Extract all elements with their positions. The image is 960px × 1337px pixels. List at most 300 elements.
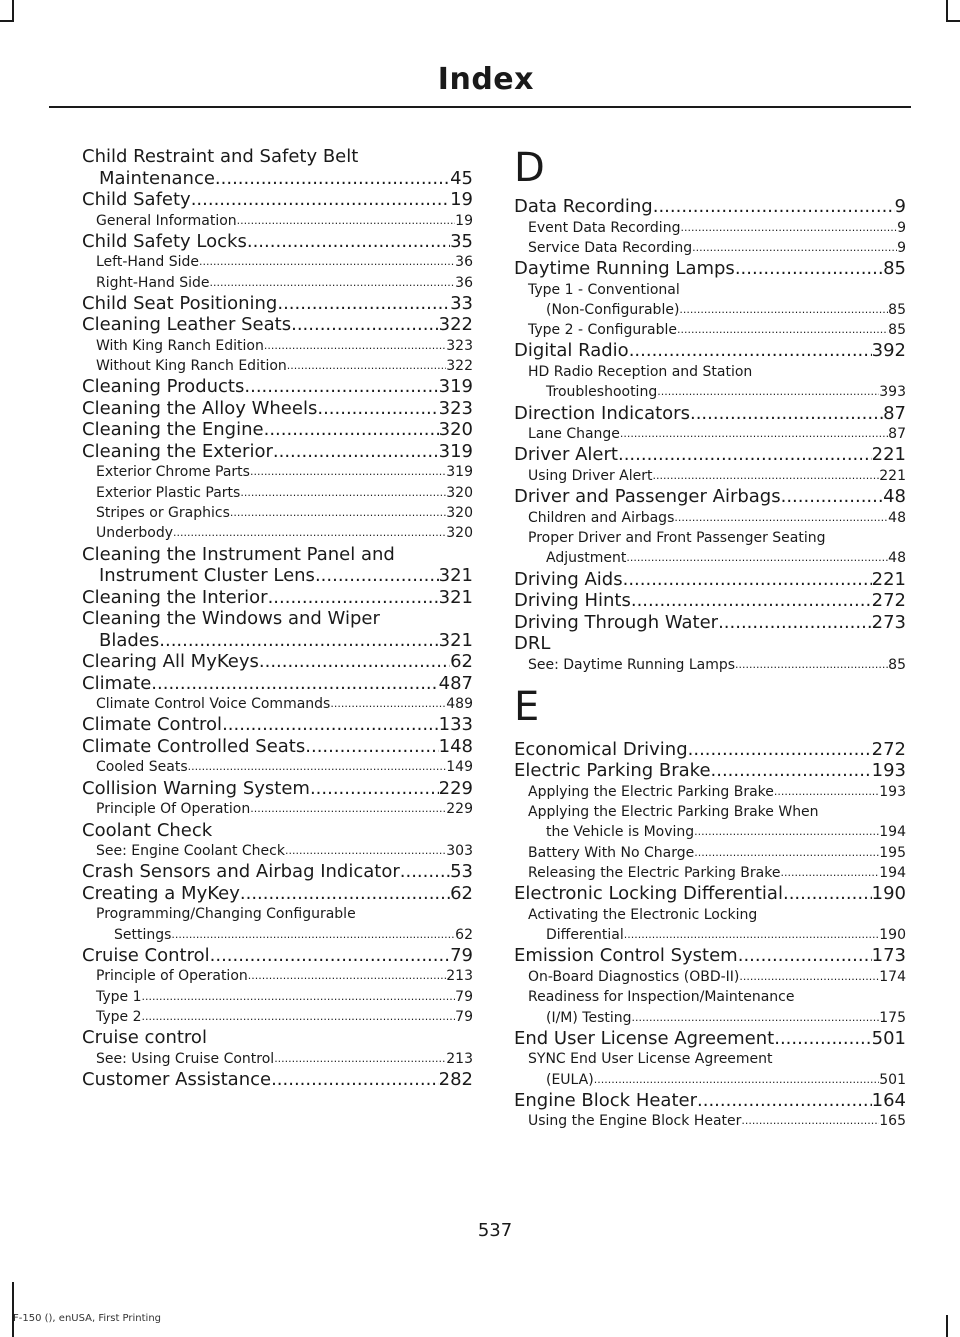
- index-entry-text: Type 1: [96, 988, 142, 1005]
- index-entry-text: Child Seat Positioning: [82, 292, 278, 314]
- index-page-ref: 213: [446, 968, 473, 985]
- index-page-ref: 194: [879, 824, 906, 841]
- index-page-ref: 36: [455, 254, 473, 271]
- index-page-ref: 85: [888, 322, 906, 339]
- index-subentry: [514, 1008, 906, 1028]
- index-page-ref: 87: [883, 402, 906, 424]
- index-entry-text: Releasing the Electric Parking Brake: [528, 865, 781, 882]
- index-entry: [82, 231, 473, 253]
- index-page-ref: 190: [871, 883, 906, 905]
- index-page-ref: 323: [438, 397, 473, 419]
- index-entry-text: Child Restraint and Safety Belt: [82, 146, 359, 167]
- dot-leader: [618, 444, 872, 466]
- index-entry: [82, 651, 473, 673]
- index-entry: [514, 760, 906, 782]
- index-entry-text: Proper Driver and Front Passenger Seating: [528, 529, 826, 546]
- index-entry-text: See: Engine Coolant Check: [96, 843, 285, 860]
- index-page-ref: 229: [438, 777, 473, 799]
- dot-leader: [291, 314, 439, 336]
- index-subentry: [514, 1070, 906, 1090]
- index-entry-text: Emission Control System: [514, 945, 738, 967]
- dot-leader: [142, 1007, 456, 1027]
- index-entry-text: Cleaning the Windows and Wiper: [82, 608, 380, 630]
- index-page-ref: 19: [455, 212, 473, 229]
- dot-leader: [244, 376, 438, 398]
- index-entry: [82, 673, 473, 695]
- index-page-ref: 87: [888, 426, 906, 443]
- index-entry-text: Battery With No Charge: [528, 844, 695, 861]
- index-page-ref: 320: [446, 484, 473, 501]
- index-entry-text: Programming/Changing Configurable: [96, 906, 356, 923]
- index-page-ref: 221: [871, 444, 906, 466]
- index-entry: [514, 196, 906, 218]
- index-page-ref: 195: [879, 844, 906, 861]
- index-entry-text: HD Radio Reception and Station: [528, 363, 753, 380]
- index-entry-text: Using the Engine Block Heater: [528, 1113, 742, 1130]
- index-subentry: [514, 782, 906, 802]
- index-page-ref: 164: [871, 1089, 906, 1111]
- index-entry-text: Stripes or Graphics: [96, 505, 230, 522]
- dot-leader: [264, 336, 446, 356]
- index-subentry: [82, 925, 473, 945]
- index-subentry: [82, 987, 473, 1007]
- index-entry-text: Type 2: [96, 1009, 142, 1026]
- index-subentry: [82, 966, 473, 986]
- index-entry: [514, 403, 906, 425]
- index-entry-text: Cooled Seats: [96, 759, 188, 776]
- index-entry: [514, 1028, 906, 1050]
- index-entry: [82, 587, 473, 609]
- index-page-ref: 48: [883, 486, 906, 508]
- dot-leader: [305, 736, 438, 758]
- index-entry-text: Creating a MyKey: [82, 882, 240, 904]
- index-page-ref: 35: [450, 230, 473, 252]
- index-subentry: [514, 382, 906, 402]
- index-entry-text: Child Safety: [82, 189, 191, 210]
- index-subentry: [514, 822, 906, 842]
- dot-leader: [781, 486, 883, 508]
- index-page-ref: 9: [897, 239, 906, 256]
- index-entry-text: Cleaning the Exterior: [82, 440, 273, 462]
- dot-leader: [210, 273, 456, 293]
- index-subentry: [514, 424, 906, 444]
- index-entry: [514, 340, 906, 362]
- index-page-ref: 148: [438, 735, 473, 757]
- index-entry: [82, 189, 473, 211]
- index-subentry: [82, 211, 473, 231]
- index-entry-text: Applying the Electric Parking Brake When: [528, 804, 819, 821]
- index-entry: [514, 569, 906, 591]
- index-entry-text: Driver Alert: [514, 444, 618, 466]
- index-page-ref: 321: [438, 565, 473, 587]
- index-subentry: [82, 1049, 473, 1069]
- index-subentry: [514, 987, 906, 1007]
- index-entry-text: Lane Change: [528, 426, 620, 443]
- index-page-ref: 53: [450, 861, 473, 883]
- index-page-ref: 19: [450, 189, 473, 210]
- index-entry: [82, 630, 473, 652]
- dot-leader: [285, 841, 446, 861]
- index-entry: [514, 1090, 906, 1112]
- index-subentry: [82, 356, 473, 376]
- index-page-ref: 323: [446, 337, 473, 354]
- crop-mark: [12, 1282, 14, 1337]
- index-entry: [82, 778, 473, 800]
- crop-mark: [946, 1315, 948, 1337]
- index-entry: [82, 945, 473, 967]
- index-entry-text: With King Ranch Edition: [96, 337, 264, 354]
- dot-leader: [310, 778, 439, 800]
- dot-leader: [629, 340, 872, 362]
- index-page-ref: 321: [438, 586, 473, 608]
- index-entry-text: (I/M) Testing: [546, 1009, 632, 1026]
- index-subentry: [514, 280, 906, 300]
- index-entry-text: Exterior Plastic Parts: [96, 484, 241, 501]
- index-entry: [514, 612, 906, 634]
- index-page-ref: 320: [446, 525, 473, 542]
- dot-leader: [400, 861, 450, 883]
- index-entry-text: Cruise Control: [82, 944, 210, 966]
- index-entry-text: Principle of Operation: [96, 968, 248, 985]
- dot-leader: [690, 403, 883, 425]
- index-entry-text: See: Using Cruise Control: [96, 1050, 275, 1067]
- crop-mark: [946, 20, 960, 22]
- header-rule: [49, 106, 911, 108]
- index-page-ref: 319: [438, 376, 473, 398]
- index-entry-text: Driving Through Water: [514, 611, 719, 633]
- index-page-ref: 221: [871, 568, 906, 590]
- index-entry: [514, 590, 906, 612]
- index-entry-text: Climate Controlled Seats: [82, 735, 306, 757]
- dot-leader: [674, 508, 888, 528]
- index-entry-text: (EULA): [546, 1071, 594, 1088]
- dot-leader: [210, 945, 450, 967]
- index-page-ref: 319: [446, 464, 473, 481]
- index-entry: [514, 633, 906, 655]
- index-page-ref: 501: [879, 1071, 906, 1088]
- index-entry: [82, 736, 473, 758]
- index-page-ref: 501: [871, 1027, 906, 1049]
- index-entry-text: On-Board Diagnostics (OBD-II): [528, 968, 740, 985]
- dot-leader: [247, 231, 450, 253]
- dot-leader: [688, 739, 872, 761]
- dot-leader: [222, 714, 439, 736]
- dot-leader: [142, 987, 456, 1007]
- index-entry-text: Differential: [546, 927, 624, 944]
- index-entry-text: Driver and Passenger Airbags: [514, 486, 781, 508]
- index-entry: [82, 376, 473, 398]
- index-page-ref: 303: [446, 843, 473, 860]
- index-entry: [82, 441, 473, 463]
- index-entry-text: Cruise control: [82, 1027, 207, 1049]
- index-page-ref: 173: [871, 945, 906, 967]
- dot-leader: [677, 320, 888, 340]
- index-entry-text: Right-Hand Side: [96, 274, 210, 291]
- index-page-ref: 272: [871, 738, 906, 760]
- index-entry-text: Customer Assistance: [82, 1069, 272, 1091]
- index-entry: [82, 608, 473, 630]
- index-entry-text: Blades: [99, 629, 160, 651]
- index-page-ref: 45: [450, 167, 473, 189]
- index-section-letter: E: [514, 683, 540, 730]
- index-page-ref: 322: [438, 314, 473, 336]
- dot-leader: [215, 168, 450, 190]
- index-subentry: [82, 503, 473, 523]
- index-entry-text: SYNC End User License Agreement: [528, 1051, 773, 1068]
- index-page-ref: 62: [450, 882, 473, 904]
- dot-leader: [620, 424, 888, 444]
- dot-leader: [735, 655, 888, 675]
- dot-leader: [173, 523, 446, 543]
- index-subentry: [82, 757, 473, 777]
- index-subentry: [514, 320, 906, 340]
- dot-leader: [632, 1008, 880, 1028]
- dot-leader: [250, 462, 446, 482]
- dot-leader: [626, 548, 888, 568]
- index-subentry: [514, 300, 906, 320]
- index-page-ref: 79: [455, 988, 473, 1005]
- index-entry: [82, 1069, 473, 1091]
- index-entry-text: Crash Sensors and Airbag Indicator: [82, 861, 400, 883]
- dot-leader: [315, 565, 439, 587]
- index-page-ref: 33: [450, 292, 473, 314]
- dot-leader: [774, 782, 879, 802]
- index-entry-text: Cleaning the Engine: [82, 419, 264, 441]
- dot-leader: [697, 1090, 872, 1112]
- index-entry: [82, 1027, 473, 1049]
- index-page-ref: 149: [446, 759, 473, 776]
- dot-leader: [264, 419, 439, 441]
- index-entry-text: Children and Airbags: [528, 509, 675, 526]
- index-page-ref: 62: [455, 926, 473, 943]
- index-entry-text: Clearing All MyKeys: [82, 651, 259, 673]
- dot-leader: [711, 760, 872, 782]
- index-page-ref: 272: [871, 590, 906, 612]
- index-entry-text: Collision Warning System: [82, 777, 310, 799]
- index-page-ref: 319: [438, 440, 473, 462]
- index-page-ref: 79: [450, 944, 473, 966]
- index-entry: [82, 714, 473, 736]
- index-subentry: [514, 843, 906, 863]
- dot-leader: [287, 356, 446, 376]
- index-subentry: [514, 905, 906, 925]
- dot-leader: [780, 863, 879, 883]
- index-page-ref: 175: [879, 1009, 906, 1026]
- index-page-ref: 282: [438, 1069, 473, 1091]
- index-entry-text: Climate Control: [82, 714, 223, 736]
- index-entry-text: Coolant Check: [82, 819, 213, 841]
- index-entry-text: Activating the Electronic Locking: [528, 906, 758, 923]
- index-page-ref: 190: [879, 927, 906, 944]
- index-entry-text: Type 2 - Configurable: [528, 322, 677, 339]
- index-subentry: [82, 252, 473, 272]
- dot-leader: [631, 590, 872, 612]
- index-entry-text: Instrument Cluster Lens: [99, 565, 315, 587]
- index-page-ref: 193: [871, 760, 906, 782]
- index-page-ref: 48: [888, 550, 906, 567]
- index-entry-text: Troubleshooting: [546, 384, 658, 401]
- index-page-ref: 194: [879, 865, 906, 882]
- index-subentry: [514, 466, 906, 486]
- dot-leader: [694, 843, 879, 863]
- index-section-letter: D: [514, 145, 545, 191]
- index-entry: [514, 486, 906, 508]
- index-page-ref: 393: [879, 384, 906, 401]
- index-page-ref: 489: [446, 696, 473, 713]
- dot-leader: [741, 1111, 879, 1131]
- index-page-ref: 85: [888, 656, 906, 673]
- index-entry-text: Driving Hints: [514, 590, 631, 612]
- index-entry-text: Driving Aids: [514, 568, 623, 590]
- dot-leader: [739, 967, 879, 987]
- dot-leader: [680, 218, 897, 238]
- dot-leader: [735, 258, 883, 280]
- index-subentry: [82, 523, 473, 543]
- index-subentry: [514, 362, 906, 382]
- dot-leader: [188, 757, 447, 777]
- dot-leader: [594, 1070, 880, 1090]
- index-entry-text: Settings: [114, 926, 172, 943]
- index-subentry: [514, 1111, 906, 1131]
- index-entry-text: Using Driver Alert: [528, 467, 653, 484]
- index-subentry: [82, 694, 473, 714]
- dot-leader: [694, 822, 879, 842]
- dot-leader: [191, 189, 450, 211]
- index-subentry: [514, 967, 906, 987]
- dot-leader: [679, 300, 888, 320]
- dot-leader: [273, 441, 439, 463]
- footer-text: F-150 (), enUSA, First Printing: [13, 1313, 162, 1324]
- dot-leader: [718, 612, 872, 634]
- index-column-right: [514, 146, 906, 1132]
- index-entry-text: Daytime Running Lamps: [514, 258, 735, 280]
- index-entry: [82, 146, 473, 168]
- index-page-ref: 273: [871, 611, 906, 633]
- dot-leader: [271, 1069, 439, 1091]
- index-page-ref: 9: [894, 196, 906, 217]
- index-entry-text: Data Recording: [514, 196, 653, 217]
- dot-leader: [692, 238, 897, 258]
- index-entry-text: Direction Indicators: [514, 402, 690, 424]
- index-entry-text: DRL: [514, 633, 551, 655]
- dot-leader: [248, 966, 447, 986]
- index-entry-text: Electric Parking Brake: [514, 760, 711, 782]
- index-subentry: [514, 528, 906, 548]
- index-page-ref: 321: [438, 629, 473, 651]
- index-entry: [82, 398, 473, 420]
- index-entry-text: Principle Of Operation: [96, 801, 251, 818]
- index-subentry: [82, 841, 473, 861]
- index-entry-text: Cleaning the Alloy Wheels: [82, 397, 318, 419]
- dot-leader: [151, 673, 438, 695]
- page-title: Index: [437, 62, 534, 97]
- index-page-ref: 48: [888, 509, 906, 526]
- index-page-ref: 9: [897, 219, 906, 236]
- index-subentry: [82, 483, 473, 503]
- index-page-ref: 133: [438, 714, 473, 736]
- index-entry-text: Electronic Locking Differential: [514, 883, 783, 905]
- dot-leader: [237, 211, 456, 231]
- index-page-ref: 320: [446, 505, 473, 522]
- index-subentry: [514, 238, 906, 258]
- index-page-ref: 85: [888, 301, 906, 318]
- page-number: 537: [477, 1220, 513, 1241]
- index-entry-text: Child Safety Locks: [82, 230, 247, 252]
- index-entry-text: the Vehicle is Moving: [546, 824, 695, 841]
- dot-leader: [774, 1028, 871, 1050]
- crop-mark: [0, 20, 14, 22]
- index-entry-text: (Non-Configurable): [546, 301, 680, 318]
- crop-mark: [12, 0, 14, 22]
- index-entry: [82, 419, 473, 441]
- index-page-ref: 320: [438, 419, 473, 441]
- index-subentry: [82, 462, 473, 482]
- index-page-ref: 487: [438, 672, 473, 694]
- index-entry-text: Cleaning Leather Seats: [82, 314, 292, 336]
- index-subentry: [514, 863, 906, 883]
- dot-leader: [653, 196, 895, 218]
- index-page-ref: 62: [450, 651, 473, 673]
- index-subentry: [514, 548, 906, 568]
- dot-leader: [159, 630, 438, 652]
- index-entry-text: Cleaning the Interior: [82, 586, 268, 608]
- index-entry-text: Climate Control Voice Commands: [96, 696, 331, 713]
- index-subentry: [514, 218, 906, 238]
- index-entry-text: Digital Radio: [514, 340, 629, 362]
- index-entry: [82, 565, 473, 587]
- dot-leader: [171, 925, 455, 945]
- index-entry: [514, 739, 906, 761]
- index-entry: [82, 293, 473, 315]
- index-subentry: [82, 904, 473, 924]
- dot-leader: [240, 883, 450, 905]
- index-entry: [82, 883, 473, 905]
- dot-leader: [268, 587, 439, 609]
- index-entry-text: Underbody: [96, 525, 173, 542]
- index-column-left: [82, 146, 473, 1091]
- index-subentry: [514, 655, 906, 675]
- index-entry-text: Left-Hand Side: [96, 254, 199, 271]
- index-entry: [514, 444, 906, 466]
- index-entry: [514, 258, 906, 280]
- index-page-ref: 221: [879, 467, 906, 484]
- dot-leader: [330, 694, 446, 714]
- index-subentry: [82, 1007, 473, 1027]
- index-page-ref: 392: [871, 340, 906, 362]
- index-entry: [82, 168, 473, 190]
- dot-leader: [240, 483, 446, 503]
- index-entry-text: Adjustment: [546, 550, 627, 567]
- index-entry: [82, 861, 473, 883]
- index-entry-text: End User License Agreement: [514, 1027, 775, 1049]
- dot-leader: [657, 382, 879, 402]
- index-entry: [514, 883, 906, 905]
- dot-leader: [738, 945, 872, 967]
- index-entry: [82, 820, 473, 842]
- index-entry-text: Cleaning Products: [82, 376, 245, 398]
- index-page-ref: 79: [455, 1009, 473, 1026]
- dot-leader: [624, 925, 880, 945]
- dot-leader: [230, 503, 446, 523]
- index-entry-text: Economical Driving: [514, 738, 688, 760]
- index-entry-text: Event Data Recording: [528, 219, 681, 236]
- index-entry-text: Service Data Recording: [528, 239, 693, 256]
- index-entry-text: Engine Block Heater: [514, 1089, 697, 1111]
- index-page-ref: 193: [879, 783, 906, 800]
- index-subentry: [514, 925, 906, 945]
- dot-leader: [277, 293, 450, 315]
- dot-leader: [274, 1049, 446, 1069]
